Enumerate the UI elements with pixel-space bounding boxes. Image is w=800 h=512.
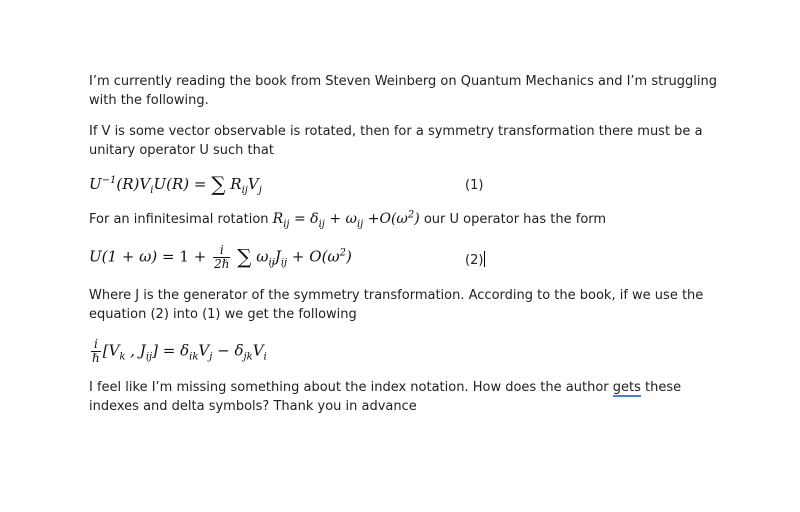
fraction-i-over-2hbar: $\frac{i}{\text{2ℏ}}$: [214, 243, 230, 271]
equation-2: U(1 + ω) = 1 + $\frac{i}{\text{2ℏ}}$ ∑ $\omega_{ij}J_{ij} + O(\omega^2)$: [89, 243, 352, 271]
text-cursor: [484, 251, 485, 267]
equation-commutator: $\frac{i}{\text{ℏ}}$ [$V_k$ , $J_{ij}] = \delta_{ik}V_j - \delta_{jk}V_i$: [92, 337, 267, 365]
fraction-i-over-hbar: $\frac{i}{\text{ℏ}}$: [92, 337, 100, 365]
equation-number-1: (1): [465, 178, 484, 193]
infinitesimal-suffix: our U operator has the form: [423, 212, 607, 227]
equation-number-2: [465, 251, 485, 268]
paragraph-generator: Where J is the generator of the symmetry transformation. According to the book, if we use the equation (2) into (1) we get the following: [89, 288, 704, 322]
paragraph-vector-observable: If V is some vector observable is rotated, then for a symmetry transformation there must be a unitary operator U such that: [89, 124, 703, 158]
paragraph-intro: I’m currently reading the book from Steven Weinberg on Quantum Mechanics and I’m struggling with the following.: [89, 74, 718, 108]
question-suffix: these indexes and delta symbols? Thank you in advance: [89, 380, 682, 414]
paragraph-infinitesimal: [89, 210, 729, 229]
inline-equation-rotation: $R_{ij} = \delta_{ij} + \omega_{ij} +O(\omega^2)$: [272, 209, 420, 230]
question-prefix: I feel like I’m missing something about the index notation. How does the author: [89, 380, 609, 395]
equation-1: $U^{-1}(R)V_iU(R)$ = ∑ $R_{ij}V_j$: [89, 172, 262, 196]
equation-number-2-text: (2): [465, 253, 484, 268]
paragraph-question: [89, 378, 729, 416]
spellcheck-word[interactable]: gets: [612, 380, 641, 395]
infinitesimal-prefix: For an infinitesimal rotation: [89, 212, 269, 227]
